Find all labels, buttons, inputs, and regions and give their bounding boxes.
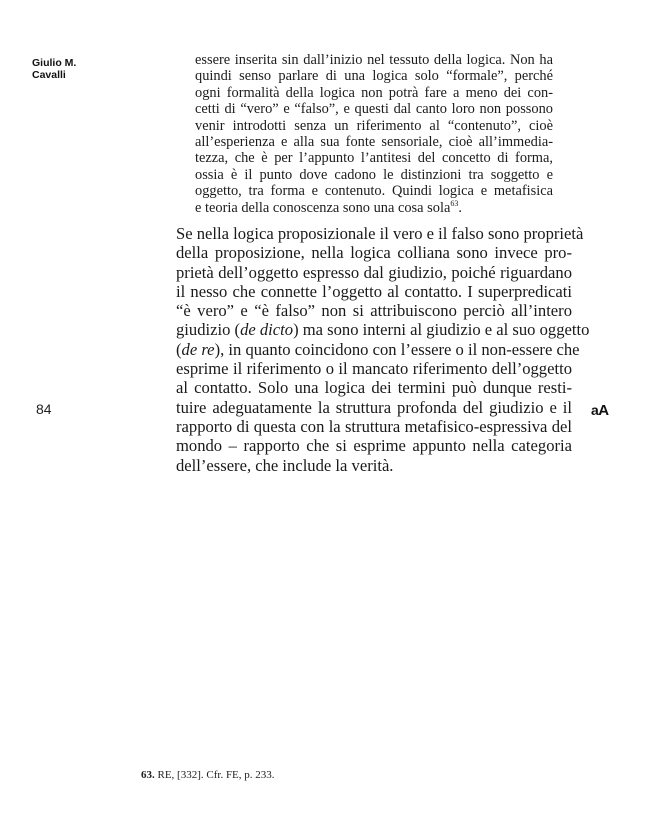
body-line — [176, 339, 580, 359]
quote-line: oggetto, tra forma e contenuto. Quindi logica e metafisica — [195, 183, 553, 200]
body-line-last: dell’essere, che include la verità. — [176, 455, 394, 475]
quote-line: tezza, che è per l’appunto l’antitesi del concetto di forma, — [195, 150, 553, 167]
body-line: “è vero” e “è falso” non si attribuiscono perciò all’intero — [176, 301, 572, 321]
footnote-reference[interactable]: 63 — [450, 198, 459, 208]
body-line: Se nella logica proposizionale il vero e il falso sono proprietà — [176, 224, 584, 243]
block-quote — [195, 52, 553, 216]
footnote-text: RE, [332]. Cfr. FE, p. 233. — [154, 769, 275, 781]
quote-line: venir introdotti senza un riferimento al “contenuto”, cioè — [195, 117, 553, 134]
latin-term-de-re: de re — [181, 339, 215, 359]
author-name-last: Cavalli — [32, 69, 66, 81]
body-text-segment: ( — [176, 339, 182, 359]
body-text-segment: giudizio ( — [176, 320, 241, 340]
body-line: tuire adeguatamente la struttura profonda del giudizio e il — [176, 397, 572, 417]
body-line — [176, 320, 590, 340]
text-size-small-glyph: a — [591, 402, 599, 418]
body-line: della proposizione, nella logica colliana sono invece pro- — [176, 243, 572, 263]
body-line: rapporto di questa con la struttura metafisico-espressiva del — [176, 416, 572, 436]
page-number: 84 — [36, 401, 52, 417]
quote-line: ossia è il punto dove cadono le distinzioni tra soggetto e — [195, 166, 553, 183]
latin-term-de-dicto: de dicto — [240, 320, 294, 340]
footnote — [141, 769, 275, 781]
quote-line: cetti di “vero” e “falso”, e questi dal canto loro non possono — [195, 101, 553, 118]
quote-end-punctuation: . — [458, 199, 462, 216]
text-size-button[interactable] — [591, 402, 609, 419]
body-line: esprime il riferimento o il mancato riferimento dell’oggetto — [176, 359, 572, 379]
footnote-number: 63. — [141, 769, 155, 781]
quote-line: ogni formalità della logica non potrà fare a meno dei con- — [195, 84, 553, 101]
body-line: prietà dell’oggetto espresso dal giudizio, poiché riguardano — [176, 262, 572, 282]
body-text-segment: ) ma sono interni al giudizio e al suo oggetto — [293, 320, 590, 340]
quote-line-text: e teoria della conoscenza sono una cosa sola — [195, 199, 451, 216]
running-head-author — [32, 57, 132, 81]
quote-line: quindi senso parlare di una logica solo “formale”, perché — [195, 68, 553, 85]
body-paragraph — [176, 224, 590, 475]
quote-line-last — [195, 200, 553, 216]
body-line: il nesso che connette l’oggetto al contatto. I superpredicati — [176, 281, 572, 301]
text-size-large-glyph: A — [598, 402, 609, 419]
body-line: al contatto. Solo una logica dei termini può dunque resti- — [176, 378, 572, 398]
quote-line: essere inserita sin dall’inizio nel tessuto della logica. Non ha — [195, 52, 553, 68]
body-text-segment: ), in quanto coincidono con l’essere o il non-essere che — [214, 339, 580, 359]
quote-line: all’esperienza e alla sua fonte sensoriale, cioè all’immedia- — [195, 134, 553, 151]
author-name-first: Giulio M. — [32, 57, 77, 69]
body-line: mondo – rapporto che si esprime appunto nella categoria — [176, 436, 572, 456]
